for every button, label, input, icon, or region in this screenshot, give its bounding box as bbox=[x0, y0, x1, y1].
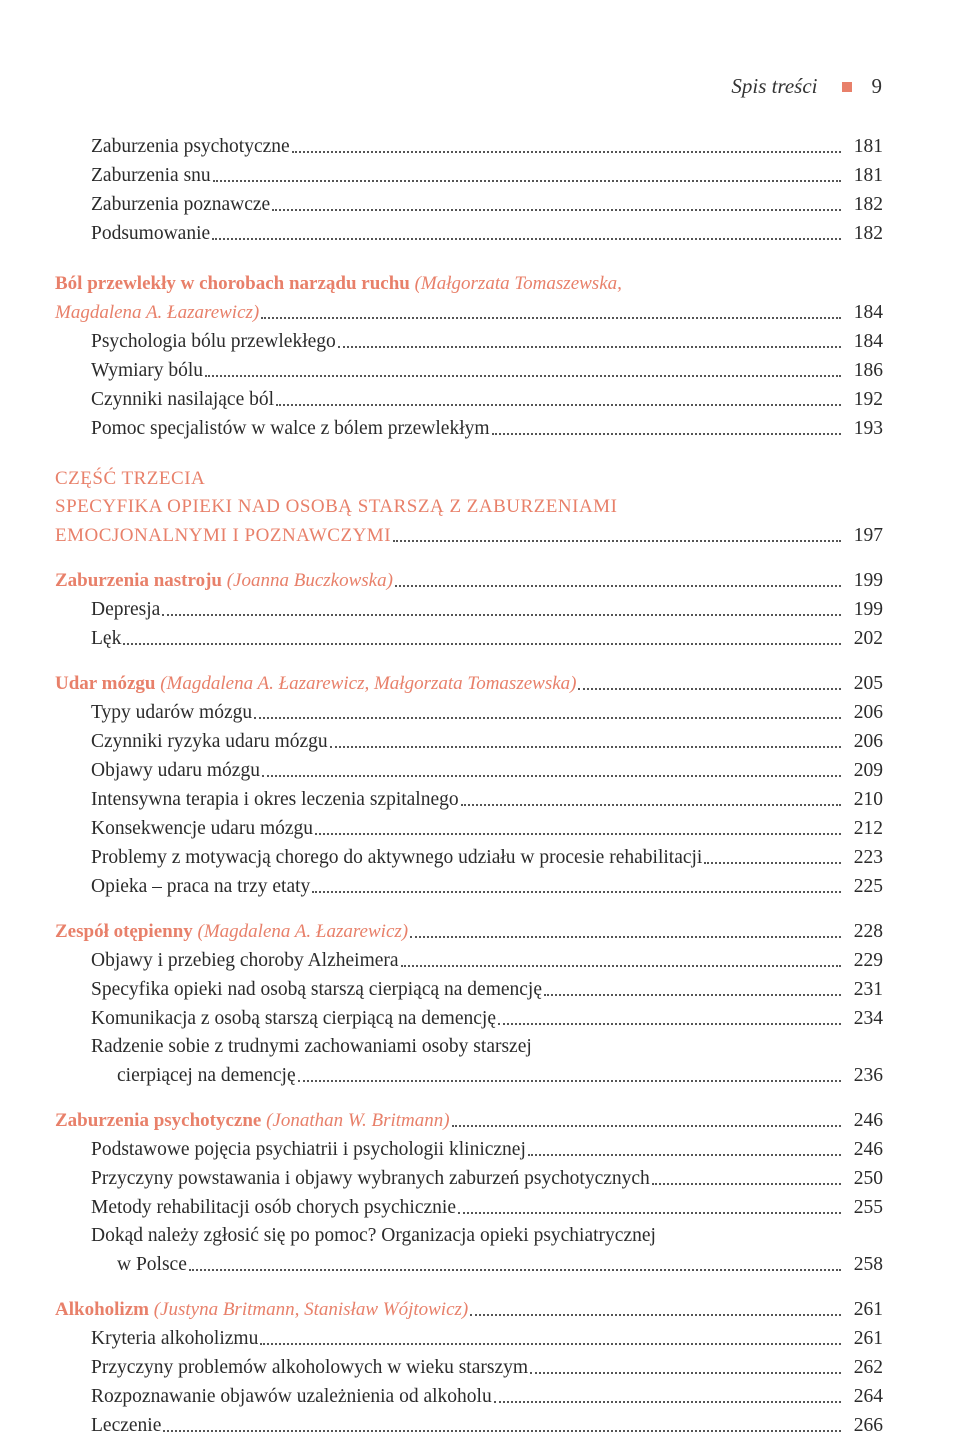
toc-chapter-title bbox=[55, 920, 408, 944]
page-number: 9 bbox=[871, 74, 882, 98]
toc-page-number: 229 bbox=[853, 950, 883, 971]
toc-page-number: 181 bbox=[853, 165, 883, 186]
toc-spacer bbox=[55, 651, 883, 667]
toc-section-title: Specyfika opieki nad osobą starszą cierpiącą na demencję bbox=[91, 979, 543, 1000]
toc-page-number: 184 bbox=[853, 302, 883, 323]
dot-leader bbox=[578, 687, 841, 690]
table-of-contents bbox=[55, 130, 883, 1438]
toc-chapter-entry bbox=[55, 1293, 883, 1322]
toc-spacer bbox=[55, 441, 883, 463]
toc-chapter-entry-continued bbox=[55, 296, 883, 325]
toc-chapter-entry bbox=[55, 667, 883, 696]
toc-section-title: Radzenie sobie z trudnymi zachowaniami osoby starszej bbox=[91, 1036, 532, 1057]
toc-part-heading bbox=[55, 491, 883, 519]
dot-leader bbox=[292, 150, 841, 153]
toc-section-entry bbox=[55, 725, 883, 754]
toc-page-number: 236 bbox=[853, 1065, 883, 1086]
toc-spacer bbox=[55, 899, 883, 915]
toc-section-entry bbox=[55, 622, 883, 651]
chapter-authors: Magdalena A. Łazarewicz) bbox=[55, 302, 260, 323]
dot-leader bbox=[410, 935, 841, 938]
toc-page-number: 234 bbox=[853, 1008, 883, 1029]
chapter-authors: (Małgorzata Tomaszewska, bbox=[414, 273, 622, 294]
toc-page-number: 209 bbox=[853, 760, 883, 781]
toc-page-number: 199 bbox=[853, 570, 883, 591]
toc-chapter-entry bbox=[55, 268, 883, 296]
toc-chapter-title bbox=[55, 1109, 450, 1133]
toc-page-number: 197 bbox=[853, 525, 883, 546]
dot-leader bbox=[298, 1079, 841, 1082]
toc-section-entry bbox=[55, 217, 883, 246]
toc-section-entry bbox=[55, 783, 883, 812]
toc-section-entry bbox=[55, 593, 883, 622]
toc-section-entry bbox=[55, 1351, 883, 1380]
toc-page-number: 228 bbox=[853, 921, 883, 942]
toc-section-entry bbox=[55, 1133, 883, 1162]
dot-leader bbox=[652, 1182, 841, 1185]
toc-section-entry bbox=[55, 1002, 883, 1031]
toc-part-heading bbox=[55, 519, 883, 548]
dot-leader bbox=[470, 1313, 841, 1316]
toc-section-entry bbox=[55, 354, 883, 383]
dot-leader bbox=[260, 1342, 841, 1345]
dot-leader bbox=[261, 316, 841, 319]
toc-section-title: Rozpoznawanie objawów uzależnienia od alkoholu bbox=[91, 1386, 492, 1407]
toc-section-title: Metody rehabilitacji osób chorych psychicznie bbox=[91, 1197, 456, 1218]
toc-section-title: Przyczyny problemów alkoholowych w wieku starszym bbox=[91, 1357, 529, 1378]
square-bullet-icon bbox=[842, 82, 852, 92]
dot-leader bbox=[330, 745, 841, 748]
toc-section-title: Objawy udaru mózgu bbox=[91, 760, 260, 781]
toc-section-title: cierpiącej na demencję bbox=[117, 1065, 296, 1086]
chapter-title-text: Zaburzenia nastroju bbox=[55, 570, 227, 591]
toc-chapter-entry bbox=[55, 1104, 883, 1133]
toc-spacer bbox=[55, 246, 883, 268]
toc-page-number: 193 bbox=[853, 418, 883, 439]
dot-leader bbox=[393, 539, 841, 542]
chapter-title-text: Ból przewlekły w chorobach narządu ruchu bbox=[55, 273, 415, 294]
toc-section-title: Zaburzenia poznawcze bbox=[91, 194, 271, 215]
part-heading-text: CZĘŚĆ TRZECIA bbox=[55, 468, 206, 489]
toc-page-number: 186 bbox=[853, 360, 883, 381]
dot-leader bbox=[205, 374, 841, 377]
dot-leader bbox=[272, 208, 841, 211]
toc-section-title: Czynniki nasilające ból bbox=[91, 389, 275, 410]
toc-page-number: 182 bbox=[853, 194, 883, 215]
toc-section-entry bbox=[55, 325, 883, 354]
toc-spacer bbox=[55, 1277, 883, 1293]
chapter-title-text: Alkoholizm bbox=[55, 1299, 154, 1320]
toc-section-title: Lęk bbox=[91, 628, 122, 649]
toc-section-title: Psychologia bólu przewlekłego bbox=[91, 331, 336, 352]
toc-section-title: Depresja bbox=[91, 599, 161, 620]
dot-leader bbox=[254, 716, 841, 719]
toc-section-title: Objawy i przebieg choroby Alzheimera bbox=[91, 950, 399, 971]
toc-page-number: 266 bbox=[853, 1415, 883, 1436]
toc-spacer bbox=[55, 548, 883, 564]
dot-leader bbox=[494, 1400, 841, 1403]
dot-leader bbox=[338, 345, 841, 348]
toc-section-title: Leczenie bbox=[91, 1415, 162, 1436]
chapter-authors: (Jonathan W. Britmann) bbox=[266, 1110, 450, 1131]
toc-section-entry bbox=[55, 412, 883, 441]
toc-section-entry bbox=[55, 1322, 883, 1351]
toc-section-entry-continued bbox=[55, 1248, 883, 1277]
dot-leader bbox=[461, 803, 841, 806]
toc-section-title: Pomoc specjalistów w walce z bólem przewlekłym bbox=[91, 418, 490, 439]
toc-section-entry bbox=[55, 696, 883, 725]
running-header-title: Spis treści bbox=[731, 74, 818, 98]
toc-chapter-entry bbox=[55, 915, 883, 944]
dot-leader bbox=[315, 832, 841, 835]
dot-leader bbox=[528, 1153, 841, 1156]
dot-leader bbox=[163, 1429, 841, 1432]
toc-chapter-title bbox=[55, 672, 576, 696]
toc-page-number: 184 bbox=[853, 331, 883, 352]
toc-chapter-entry bbox=[55, 564, 883, 593]
dot-leader bbox=[452, 1124, 841, 1127]
toc-section-entry bbox=[55, 188, 883, 217]
toc-page-number: 223 bbox=[853, 847, 883, 868]
toc-page-number: 205 bbox=[853, 673, 883, 694]
dot-leader bbox=[276, 403, 841, 406]
chapter-title-text: Zaburzenia psychotyczne bbox=[55, 1110, 267, 1131]
toc-spacer bbox=[55, 1088, 883, 1104]
toc-section-entry bbox=[55, 1162, 883, 1191]
toc-section-entry bbox=[55, 973, 883, 1002]
toc-section-title: Zaburzenia psychotyczne bbox=[91, 136, 290, 157]
dot-leader bbox=[544, 993, 841, 996]
chapter-title-text: Zespół otępienny bbox=[55, 921, 198, 942]
toc-page-number: 192 bbox=[853, 389, 883, 410]
dot-leader bbox=[395, 584, 841, 587]
dot-leader bbox=[123, 642, 841, 645]
dot-leader bbox=[458, 1211, 841, 1214]
toc-section-entry-line bbox=[55, 1031, 883, 1059]
toc-section-entry-continued bbox=[55, 1059, 883, 1088]
toc-page-number: 255 bbox=[853, 1197, 883, 1218]
toc-chapter-title bbox=[55, 301, 259, 325]
toc-section-entry bbox=[55, 159, 883, 188]
toc-section-entry bbox=[55, 841, 883, 870]
toc-part-heading bbox=[55, 463, 883, 491]
dot-leader bbox=[312, 890, 841, 893]
toc-section-title: Podsumowanie bbox=[91, 223, 211, 244]
toc-section-title: Kryteria alkoholizmu bbox=[91, 1328, 259, 1349]
toc-page-number: 246 bbox=[853, 1110, 883, 1131]
toc-section-title: Wymiary bólu bbox=[91, 360, 204, 381]
toc-section-title: Przyczyny powstawania i objawy wybranych zaburzeń psychotycznych bbox=[91, 1168, 650, 1189]
toc-page-number: 258 bbox=[853, 1254, 883, 1275]
chapter-authors: (Magdalena A. Łazarewicz) bbox=[197, 921, 409, 942]
dot-leader bbox=[189, 1268, 841, 1271]
dot-leader bbox=[530, 1371, 841, 1374]
toc-page-number: 250 bbox=[853, 1168, 883, 1189]
toc-section-entry bbox=[55, 754, 883, 783]
toc-page-number: 199 bbox=[853, 599, 883, 620]
toc-page-number: 202 bbox=[853, 628, 883, 649]
toc-chapter-title bbox=[55, 569, 393, 593]
toc-page-number: 210 bbox=[853, 789, 883, 810]
toc-section-title: Typy udarów mózgu bbox=[91, 702, 253, 723]
toc-section-entry bbox=[55, 383, 883, 412]
chapter-authors: (Magdalena A. Łazarewicz, Małgorzata Tomaszewska) bbox=[160, 673, 577, 694]
toc-section-title: Podstawowe pojęcia psychiatrii i psychologii klinicznej bbox=[91, 1139, 526, 1160]
toc-section-entry bbox=[55, 944, 883, 973]
toc-section-title: w Polsce bbox=[117, 1254, 187, 1275]
toc-page-number: 212 bbox=[853, 818, 883, 839]
toc-section-entry bbox=[55, 1380, 883, 1409]
toc-page-number: 206 bbox=[853, 702, 883, 723]
dot-leader bbox=[162, 613, 841, 616]
toc-section-entry bbox=[55, 870, 883, 899]
part-heading-text: EMOCJONALNYMI I POZNAWCZYMI bbox=[55, 525, 392, 546]
toc-section-entry bbox=[55, 1409, 883, 1438]
toc-page-number: 206 bbox=[853, 731, 883, 752]
toc-page-number: 261 bbox=[853, 1328, 883, 1349]
toc-section-entry bbox=[55, 1191, 883, 1220]
dot-leader bbox=[213, 179, 841, 182]
toc-section-title: Intensywna terapia i okres leczenia szpitalnego bbox=[91, 789, 459, 810]
dot-leader bbox=[704, 861, 841, 864]
chapter-authors: (Justyna Britmann, Stanisław Wójtowicz) bbox=[153, 1299, 469, 1320]
toc-section-title: Czynniki ryzyka udaru mózgu bbox=[91, 731, 328, 752]
toc-section-title: Konsekwencje udaru mózgu bbox=[91, 818, 314, 839]
toc-section-title: Opieka – praca na trzy etaty bbox=[91, 876, 311, 897]
toc-page-number: 231 bbox=[853, 979, 883, 1000]
chapter-authors: (Joanna Buczkowska) bbox=[226, 570, 393, 591]
dot-leader bbox=[492, 432, 841, 435]
toc-section-title: Komunikacja z osobą starszą cierpiącą na demencję bbox=[91, 1008, 496, 1029]
toc-page-number: 262 bbox=[853, 1357, 883, 1378]
chapter-title-text: Udar mózgu bbox=[55, 673, 161, 694]
toc-page-number: 182 bbox=[853, 223, 883, 244]
toc-page-number: 264 bbox=[853, 1386, 883, 1407]
toc-page-number: 261 bbox=[853, 1299, 883, 1320]
running-header bbox=[731, 74, 882, 99]
toc-section-title: Problemy z motywacją chorego do aktywnego udziału w procesie rehabilitacji bbox=[91, 847, 703, 868]
part-heading-text: SPECYFIKA OPIEKI NAD OSOBĄ STARSZĄ Z ZABURZENIAMI bbox=[55, 496, 618, 517]
toc-page-number: 181 bbox=[853, 136, 883, 157]
toc-page-number: 246 bbox=[853, 1139, 883, 1160]
toc-section-title: Dokąd należy zgłosić się po pomoc? Organizacja opieki psychiatrycznej bbox=[91, 1225, 656, 1246]
toc-page-number: 225 bbox=[853, 876, 883, 897]
dot-leader bbox=[262, 774, 841, 777]
toc-section-title: Zaburzenia snu bbox=[91, 165, 211, 186]
dot-leader bbox=[498, 1022, 841, 1025]
dot-leader bbox=[212, 237, 841, 240]
toc-chapter-title bbox=[55, 1298, 468, 1322]
dot-leader bbox=[401, 964, 841, 967]
toc-section-entry bbox=[55, 812, 883, 841]
toc-chapter-title bbox=[55, 272, 622, 296]
toc-section-entry-line bbox=[55, 1220, 883, 1248]
toc-section-entry bbox=[55, 130, 883, 159]
